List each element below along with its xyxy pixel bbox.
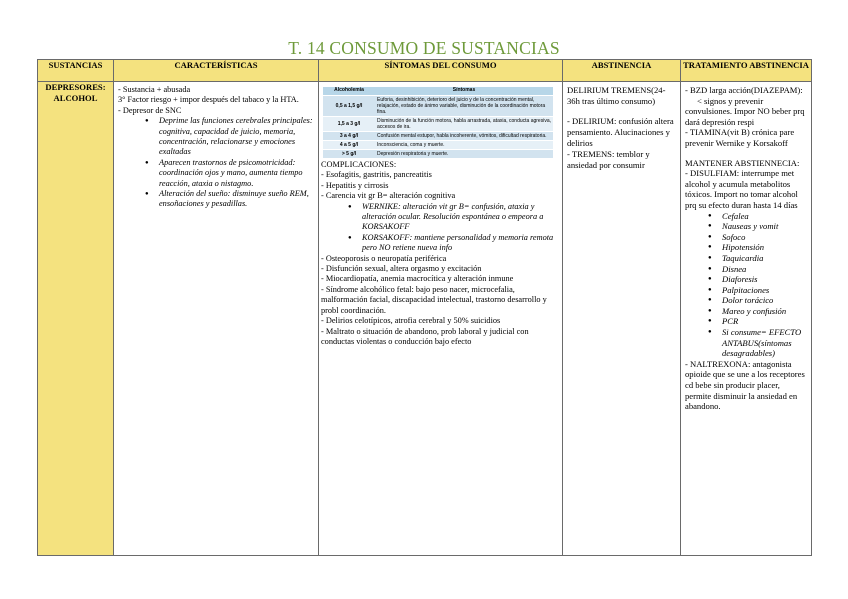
- alcoholemia-level: 3 a 4 g/l: [323, 132, 375, 141]
- efecto-item: ● Sofoco: [722, 232, 808, 243]
- abstinencia-cell: [563, 82, 681, 556]
- car-bullet: ● Deprime las funciones cerebrales principales: cognitiva, capacidad de juicio, memoria, concentración, relacionarse y emociones exaltadas: [159, 116, 315, 158]
- sin-line: - Carencia vit gr B= alteración cognitiva: [321, 191, 456, 201]
- car-bullet: ● Alteración del sueño: disminuye sueño REM, ensoñaciones y pesadillas.: [159, 189, 315, 210]
- sin-line: - Esofagitis, gastritis, pancreatitis: [321, 170, 432, 180]
- abs-tremens: - TREMENS: temblor y ansiedad por consumir: [567, 149, 650, 170]
- alcoholemia-symptoms: Euforia, desinhibición, deterioro del juicio y de la concentración mental, relajación, estado de ánimo variable, disminución de la coordinación motora fina.: [375, 96, 553, 117]
- alcoholemia-row: [323, 141, 553, 150]
- efecto-item: ● Diaforesis: [722, 274, 808, 285]
- abs-delirium-tremens: DELIRIUM TREMENS(24-36h tras último consumo): [567, 85, 666, 106]
- car-line: 3° Factor riesgo + impor después del tabaco y la HTA.: [118, 95, 299, 105]
- sustancia-label: DEPRESORES: ALCOHOL: [45, 82, 106, 103]
- alcoholemia-level: > 5 g/l: [323, 150, 375, 159]
- car-line: - Depresor de SNC: [118, 105, 182, 115]
- sin-bullets: [321, 202, 559, 254]
- alcoholemia-symptoms: Depresión respiratoria y muerte.: [375, 150, 553, 159]
- sin-line: - Delirios celotípicos, atrofia cerebral y 50% suicidios: [321, 316, 501, 326]
- sintomas-cell: [319, 82, 563, 556]
- alcoholemia-row: [323, 96, 553, 117]
- sin-bullet: ● KORSAKOFF: mantiene personalidad y memoria remota pero NO retiene nueva info: [362, 233, 559, 254]
- trat-efectos: [685, 211, 808, 359]
- alcoholemia-symptoms: Confusión mental estupor, habla incoherente, vómitos, dificultad respiratoria.: [375, 132, 553, 141]
- sin-line: - Disfunción sexual, altera orgasmo y excitación: [321, 264, 482, 274]
- sin-line: - Miocardiopatía, anemia macrocítica y alteración inmune: [321, 274, 514, 284]
- sin-line: - Hepatitis y cirrosis: [321, 180, 389, 190]
- header-row: [38, 60, 812, 82]
- efecto-item: ● Disnea: [722, 264, 808, 275]
- sin-bullet: ● WERNIKE: alteración vit gr B= confusión, ataxia y alteración ocular. Resolución espontánea o empeora a KORSAKOFF: [362, 202, 559, 233]
- car-line: - Sustancia + abusada: [118, 85, 191, 94]
- complicaciones-title: COMPLICACIONES:: [321, 160, 397, 169]
- efecto-item: ● PCR: [722, 316, 808, 327]
- efecto-item: ● Taquicardia: [722, 253, 808, 264]
- alcoholemia-level: 4 a 5 g/l: [323, 141, 375, 150]
- sustancia-cell: [38, 82, 114, 556]
- alcoholemia-row: [323, 150, 553, 159]
- trat-tiamina: - TIAMINA(vit B) crónica pare prevenir Wernike y Korsakoff: [685, 127, 795, 148]
- alcoholemia-table: [323, 87, 553, 158]
- sin-line: - Síndrome alcohólico fetal: bajo peso nacer, microcefalia, malformación facial, discapacidad intelectual, trastorno desarrollo y probl coordinación.: [321, 284, 547, 315]
- efecto-item: ● Mareo y confusión: [722, 306, 808, 317]
- sin-line: - Osteoporosis o neuropatía periférica: [321, 253, 447, 263]
- trat-bzd-detail: < signos y prevenir convulsiones. Impor NO beber prq dará depresión respi: [685, 95, 805, 127]
- alcoholemia-level: 0,5 a 1,5 g/l: [323, 96, 375, 117]
- header-caracteristicas: CARACTERÍSTICAS: [114, 60, 319, 82]
- alcoholemia-symptoms: Inconsciencia, coma y muerte.: [375, 141, 553, 150]
- trat-disulfiam: - DISULFIAM: interrumpe met alcohol y acumula metabolitos tóxicos. Import no tomar alcohol prq su efecto duran hasta 14 días: [685, 168, 798, 210]
- efecto-item: ● Palpitaciones: [722, 285, 808, 296]
- substances-table: [37, 59, 812, 556]
- header-tratamiento: TRATAMIENTO ABSTINENCIA: [681, 60, 812, 82]
- efecto-item: ● Nauseas y vomit: [722, 221, 808, 232]
- header-sustancias: SUSTANCIAS: [38, 60, 114, 82]
- alcoholemia-row: [323, 132, 553, 141]
- tratamiento-cell: [681, 82, 812, 556]
- trat-bzd: - BZD larga acción(DIAZEPAM):: [685, 85, 803, 95]
- efecto-item: ● Si consume= EFECTO ANTABUS(síntomas desagradables): [722, 327, 808, 359]
- page-title: T. 14 CONSUMO DE SUSTANCIAS: [288, 38, 560, 58]
- alcoholemia-symptoms: Disminución de la función motora, habla arrastrada, ataxia, conducta agresiva, accesos de ira.: [375, 117, 553, 132]
- car-bullets: [118, 116, 315, 210]
- sin-line: - Maltrato o situación de abandono, prob laboral y judicial con conductas violentas o conducción bajo efecto: [321, 326, 529, 346]
- trat-mantener: MANTENER ABSTIENNECIA:: [685, 157, 800, 168]
- header-sintomas: SÍNTOMAS DEL CONSUMO: [319, 60, 563, 82]
- trat-naltrexona: - NALTREXONA: antagonista opioide que se une a los receptores cd bebe sin producir placer, permite disminuir la ansiedad en abandono.: [685, 358, 805, 412]
- abs-delirium: - DELIRIUM: confusión altera pensamiento. Alucinaciones y delirios: [567, 116, 674, 148]
- header-abstinencia: ABSTINENCIA: [563, 60, 681, 82]
- alcoholemia-row: [323, 117, 553, 132]
- caracteristicas-cell: [114, 82, 319, 556]
- efecto-item: ● Cefalea: [722, 211, 808, 222]
- alcoholemia-header: Alcoholemia: [323, 87, 375, 96]
- alcoholemia-level: 1,5 a 3 g/l: [323, 117, 375, 132]
- efecto-item: ● Hipotensión: [722, 242, 808, 253]
- car-bullet: ● Aparecen trastornos de psicomotricidad: coordinación ojos y mano, aumenta tiempo reacción, ataxia o nistagmo.: [159, 158, 315, 189]
- alcohol-row: [38, 82, 812, 556]
- sintomas-header: Síntomas: [375, 87, 553, 96]
- efecto-item: ● Dolor torácico: [722, 295, 808, 306]
